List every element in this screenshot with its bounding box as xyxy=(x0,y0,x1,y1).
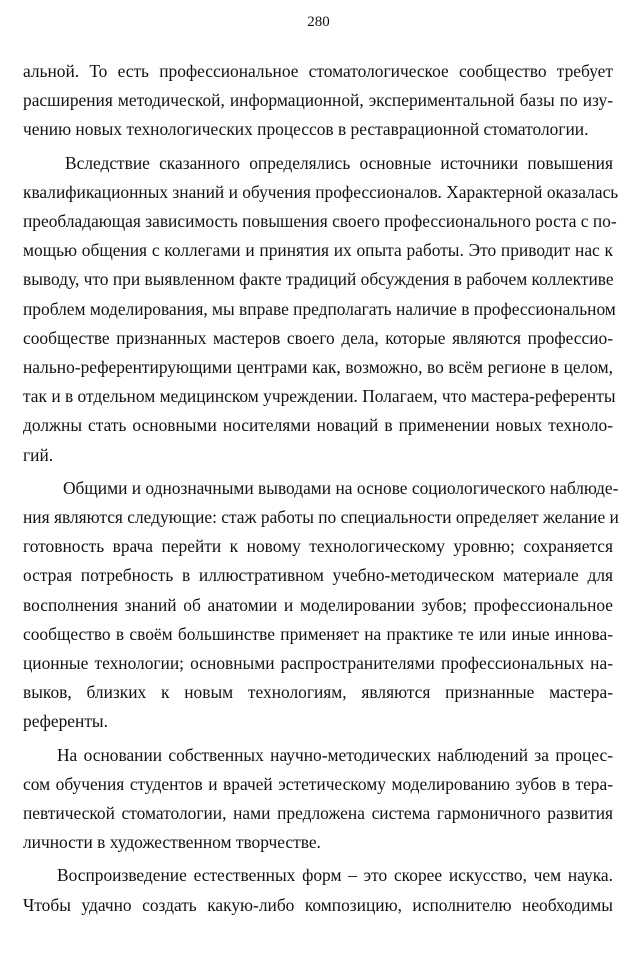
text-line: квалификационных знаний и обучения профессионалов. Характерной оказалась xyxy=(23,181,619,202)
text-line: Воспроизведение естественных форм – это скорее искусство, чем наука. xyxy=(57,865,613,886)
text-line: преобладающая зависимость повышения своего профессионального роста с по- xyxy=(23,211,617,232)
page-number: 280 xyxy=(307,14,330,30)
text-line: расширения методической, информационной, экспериментальной базы по изу- xyxy=(23,90,613,111)
text-line: Общими и однозначными выводами на основе социологического наблюде- xyxy=(63,477,619,498)
text-line: сом обучения студентов и врачей эстетическому моделированию зубов в тера- xyxy=(23,773,613,794)
text-line: Чтобы удачно создать какую-либо композицию, исполнителю необходимы xyxy=(23,894,613,915)
text-line: мощью общения с коллегами и принятия их опыта работы. Это приводит нас к xyxy=(23,240,613,261)
text-line: восполнения знаний об анатомии и моделировании зубов; профессиональное xyxy=(23,594,613,615)
text-line: должны стать основными носителями новаций в применении новых техноло- xyxy=(23,415,613,436)
paragraph-5 xyxy=(23,861,613,919)
text-line: так и в отдельном медицинском учреждении. Полагаем, что мастера-референты xyxy=(23,386,616,407)
text-line: гий. xyxy=(23,444,54,465)
text-line: референты. xyxy=(23,711,108,732)
text-line: выков, близких к новым технологиям, являются признанные мастера- xyxy=(23,682,613,703)
text-line: Вследствие сказанного определялись основные источники повышения xyxy=(65,152,613,173)
text-line: чению новых технологических процессов в реставрационной стоматологии. xyxy=(23,119,589,140)
text-line: острая потребность в иллюстративном учебно-методическом материале для xyxy=(23,565,613,586)
text-line: ния являются следующие: стаж работы по специальности определяет желание и xyxy=(23,507,619,528)
text-line: На основании собственных научно-методических наблюдений за процес- xyxy=(57,744,613,765)
text-line: выводу, что при выявленном факте традиций обсуждения в рабочем коллективе xyxy=(23,269,614,290)
text-line: певтической стоматологии, нами предложена система гармоничного развития xyxy=(23,803,613,824)
text-line: личности в художественном творчестве. xyxy=(23,832,321,853)
text-line: сообщество в своём большинстве применяет на практике те или иные иннова- xyxy=(23,623,613,644)
paragraph-3 xyxy=(23,474,619,737)
text-line: нально-референтирующими центрами как, возможно, во всём регионе в целом, xyxy=(23,357,613,378)
text-line: проблем моделирования, мы вправе предполагать наличие в профессиональном xyxy=(23,298,616,319)
paragraph-2 xyxy=(23,149,619,470)
text-line: готовность врача перейти к новому технологическому уровню; сохраняется xyxy=(23,536,613,557)
body-text xyxy=(23,57,619,920)
paragraph-1 xyxy=(23,57,613,145)
text-line: сообществе признанных мастеров своего дела, которые являются профессио- xyxy=(23,327,613,348)
text-line: ционные технологии; основными распространителями профессиональных на- xyxy=(23,653,613,674)
paragraph-4 xyxy=(23,741,613,858)
text-line: альной. То есть профессиональное стоматологическое сообщество требует xyxy=(23,61,613,81)
